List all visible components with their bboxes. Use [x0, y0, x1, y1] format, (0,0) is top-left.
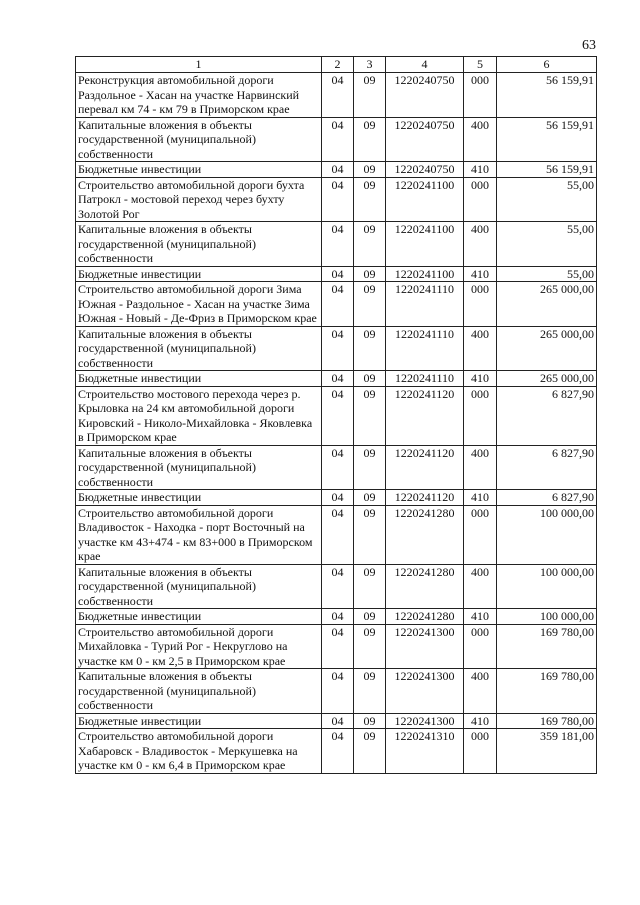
table-row	[76, 117, 597, 162]
row-subsection-code: 09	[354, 729, 386, 774]
table-row	[76, 669, 597, 714]
row-name: Строительство автомобильной дороги бухта Патрокл - мостовой переход через бухту Золотой Рог	[76, 177, 322, 222]
row-expense-type: 000	[464, 73, 497, 118]
row-amount: 6 827,90	[497, 386, 597, 445]
row-target-article: 1220241100	[386, 177, 464, 222]
row-amount: 265 000,00	[497, 282, 597, 327]
row-amount: 169 780,00	[497, 713, 597, 729]
row-expense-type: 400	[464, 117, 497, 162]
table-row	[76, 609, 597, 625]
row-name: Строительство автомобильной дороги Михайловка - Турий Рог - Некруглово на участке км 0 - км 2,5 в Приморском крае	[76, 624, 322, 669]
row-name: Бюджетные инвестиции	[76, 162, 322, 178]
row-subsection-code: 09	[354, 505, 386, 564]
row-section-code: 04	[322, 669, 354, 714]
row-target-article: 1220241110	[386, 282, 464, 327]
row-subsection-code: 09	[354, 162, 386, 178]
header-col-1: 1	[76, 57, 322, 73]
row-target-article: 1220241120	[386, 445, 464, 490]
row-section-code: 04	[322, 505, 354, 564]
row-subsection-code: 09	[354, 445, 386, 490]
row-name: Капитальные вложения в объекты государственной (муниципальной) собственности	[76, 564, 322, 609]
table-body	[76, 73, 597, 774]
row-name: Строительство автомобильной дороги Хабаровск - Владивосток - Меркушевка на участке км 0 - км 6,4 в Приморском крае	[76, 729, 322, 774]
row-section-code: 04	[322, 490, 354, 506]
table-row	[76, 177, 597, 222]
row-expense-type: 410	[464, 713, 497, 729]
row-name: Бюджетные инвестиции	[76, 266, 322, 282]
row-expense-type: 400	[464, 222, 497, 267]
row-amount: 55,00	[497, 222, 597, 267]
row-target-article: 1220241110	[386, 371, 464, 387]
row-name: Строительство автомобильной дороги Зима Южная - Раздольное - Хасан на участке Зима Южная - Новый - Де-Фриз в Приморском крае	[76, 282, 322, 327]
row-expense-type: 000	[464, 505, 497, 564]
table-row	[76, 490, 597, 506]
row-section-code: 04	[322, 282, 354, 327]
row-name: Капитальные вложения в объекты государственной (муниципальной) собственности	[76, 222, 322, 267]
row-amount: 265 000,00	[497, 371, 597, 387]
row-subsection-code: 09	[354, 282, 386, 327]
row-subsection-code: 09	[354, 713, 386, 729]
row-target-article: 1220241300	[386, 713, 464, 729]
header-col-5: 5	[464, 57, 497, 73]
table-row	[76, 729, 597, 774]
row-expense-type: 000	[464, 386, 497, 445]
table-header-row	[76, 57, 597, 73]
row-name: Бюджетные инвестиции	[76, 490, 322, 506]
row-amount: 56 159,91	[497, 162, 597, 178]
row-target-article: 1220241280	[386, 564, 464, 609]
row-expense-type: 000	[464, 282, 497, 327]
row-target-article: 1220240750	[386, 73, 464, 118]
table-row	[76, 326, 597, 371]
row-amount: 100 000,00	[497, 564, 597, 609]
row-subsection-code: 09	[354, 266, 386, 282]
row-target-article: 1220241120	[386, 386, 464, 445]
row-amount: 265 000,00	[497, 326, 597, 371]
row-subsection-code: 09	[354, 222, 386, 267]
row-section-code: 04	[322, 266, 354, 282]
row-expense-type: 400	[464, 669, 497, 714]
row-expense-type: 410	[464, 371, 497, 387]
row-target-article: 1220240750	[386, 162, 464, 178]
row-amount: 55,00	[497, 177, 597, 222]
row-target-article: 1220241280	[386, 609, 464, 625]
table-row	[76, 505, 597, 564]
row-name: Строительство автомобильной дороги Владивосток - Находка - порт Восточный на участке км 43+474 - км 83+000 в Приморском крае	[76, 505, 322, 564]
row-expense-type: 000	[464, 729, 497, 774]
row-subsection-code: 09	[354, 177, 386, 222]
row-expense-type: 000	[464, 624, 497, 669]
row-section-code: 04	[322, 73, 354, 118]
row-expense-type: 410	[464, 609, 497, 625]
row-section-code: 04	[322, 729, 354, 774]
row-section-code: 04	[322, 609, 354, 625]
row-target-article: 1220241300	[386, 669, 464, 714]
row-section-code: 04	[322, 162, 354, 178]
row-name: Бюджетные инвестиции	[76, 609, 322, 625]
row-section-code: 04	[322, 445, 354, 490]
table-row	[76, 624, 597, 669]
row-name: Капитальные вложения в объекты государственной (муниципальной) собственности	[76, 117, 322, 162]
row-target-article: 1220240750	[386, 117, 464, 162]
row-subsection-code: 09	[354, 73, 386, 118]
budget-table	[75, 56, 597, 774]
row-target-article: 1220241310	[386, 729, 464, 774]
header-col-2: 2	[322, 57, 354, 73]
row-section-code: 04	[322, 177, 354, 222]
row-expense-type: 400	[464, 326, 497, 371]
header-col-3: 3	[354, 57, 386, 73]
row-name: Строительство мостового перехода через р. Крыловка на 24 км автомобильной дороги Кировский - Николо-Михайловка - Яковлевка в Приморском крае	[76, 386, 322, 445]
row-expense-type: 410	[464, 266, 497, 282]
table-row	[76, 266, 597, 282]
row-subsection-code: 09	[354, 564, 386, 609]
row-expense-type: 410	[464, 490, 497, 506]
row-section-code: 04	[322, 386, 354, 445]
row-expense-type: 400	[464, 564, 497, 609]
table-row	[76, 564, 597, 609]
row-target-article: 1220241300	[386, 624, 464, 669]
row-amount: 56 159,91	[497, 73, 597, 118]
row-target-article: 1220241110	[386, 326, 464, 371]
row-name: Капитальные вложения в объекты государственной (муниципальной) собственности	[76, 669, 322, 714]
row-target-article: 1220241100	[386, 266, 464, 282]
table-row	[76, 445, 597, 490]
row-expense-type: 000	[464, 177, 497, 222]
row-subsection-code: 09	[354, 371, 386, 387]
row-name: Бюджетные инвестиции	[76, 713, 322, 729]
table-row	[76, 371, 597, 387]
row-name: Капитальные вложения в объекты государственной (муниципальной) собственности	[76, 445, 322, 490]
row-subsection-code: 09	[354, 490, 386, 506]
row-name: Капитальные вложения в объекты государственной (муниципальной) собственности	[76, 326, 322, 371]
row-section-code: 04	[322, 222, 354, 267]
row-amount: 169 780,00	[497, 624, 597, 669]
header-col-6: 6	[497, 57, 597, 73]
row-section-code: 04	[322, 326, 354, 371]
header-col-4: 4	[386, 57, 464, 73]
row-expense-type: 400	[464, 445, 497, 490]
row-amount: 169 780,00	[497, 669, 597, 714]
table-row	[76, 162, 597, 178]
row-amount: 56 159,91	[497, 117, 597, 162]
row-target-article: 1220241280	[386, 505, 464, 564]
row-amount: 55,00	[497, 266, 597, 282]
row-expense-type: 410	[464, 162, 497, 178]
row-subsection-code: 09	[354, 609, 386, 625]
row-section-code: 04	[322, 713, 354, 729]
row-amount: 100 000,00	[497, 505, 597, 564]
row-amount: 100 000,00	[497, 609, 597, 625]
row-section-code: 04	[322, 564, 354, 609]
table-row	[76, 282, 597, 327]
row-section-code: 04	[322, 624, 354, 669]
row-subsection-code: 09	[354, 326, 386, 371]
row-amount: 359 181,00	[497, 729, 597, 774]
row-name: Реконструкция автомобильной дороги Раздольное - Хасан на участке Нарвинский перевал км 74 - км 79 в Приморском крае	[76, 73, 322, 118]
row-subsection-code: 09	[354, 386, 386, 445]
row-section-code: 04	[322, 117, 354, 162]
row-amount: 6 827,90	[497, 445, 597, 490]
table-row	[76, 73, 597, 118]
row-amount: 6 827,90	[497, 490, 597, 506]
row-target-article: 1220241120	[386, 490, 464, 506]
row-name: Бюджетные инвестиции	[76, 371, 322, 387]
table-row	[76, 713, 597, 729]
row-target-article: 1220241100	[386, 222, 464, 267]
row-subsection-code: 09	[354, 669, 386, 714]
row-subsection-code: 09	[354, 624, 386, 669]
table-row	[76, 222, 597, 267]
table-row	[76, 386, 597, 445]
row-section-code: 04	[322, 371, 354, 387]
page-number: 63	[582, 38, 596, 53]
row-subsection-code: 09	[354, 117, 386, 162]
